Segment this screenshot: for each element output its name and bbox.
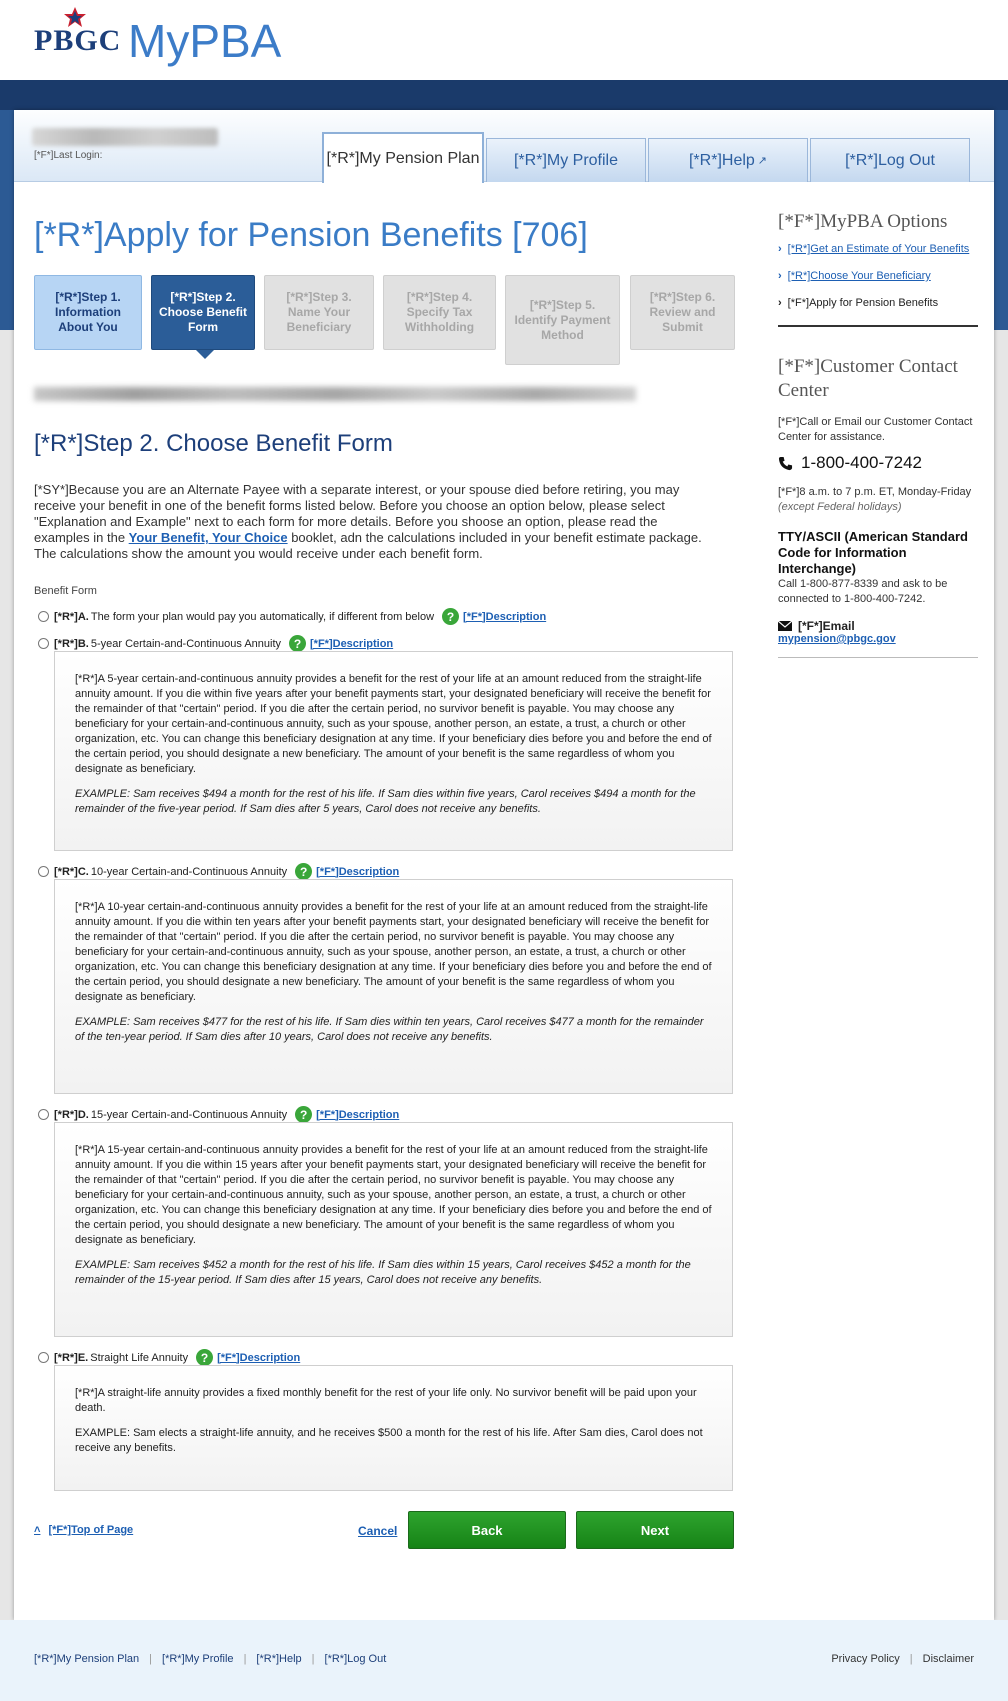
footer-link-my-pension-plan[interactable]: [*R*]My Pension Plan [34, 1653, 140, 1665]
option-b-label: 5-year Certain-and-Continuous Annuity [90, 637, 282, 650]
redacted-user-name [32, 128, 218, 146]
option-d-row: [*R*]D. 15-year Certain-and-Continuous Annuity ? [*F*]Description [38, 1106, 399, 1123]
disclaimer-link[interactable]: Disclaimer [922, 1653, 974, 1665]
chevron-right-icon: › [778, 243, 782, 255]
tab-my-profile[interactable]: [*R*]My Profile [486, 138, 646, 182]
footer-links [34, 1653, 386, 1665]
option-e-label: Straight Life Annuity [90, 1351, 189, 1364]
sidebar-divider [778, 325, 978, 327]
sidebar-item-estimate[interactable]: › [*R*]Get an Estimate of Your Benefits [778, 243, 970, 255]
phone-number: 1-800-400-7242 [778, 453, 978, 473]
step-3: [*R*]Step 3. Name Your Beneficiary [264, 275, 374, 350]
contact-center-heading: [*F*]Customer Contact Center [778, 356, 958, 401]
envelope-icon [778, 621, 792, 631]
contact-text: [*F*]Call or Email our Customer Contact Center for assistance. [778, 416, 973, 443]
mypba-logo[interactable]: MyPBA [128, 15, 282, 67]
current-step-pointer [196, 350, 214, 359]
option-a-label: The form your plan would pay you automatically, if different from below [90, 610, 435, 623]
mypba-options-heading: [*F*]MyPBA Options [778, 211, 948, 232]
chevron-up-icon: ˄ [34, 1524, 41, 1536]
intro-text: [*SY*]Because you are an Alternate Payee with a separate interest, or your spouse died before retiring, you may receive your benefit in one of the benefit forms listed below. Before you choose an option below, please select "Explanation and Example" next to each form for more details. Before you shoose an option, please read the examples in the Your Benefit, Your Choice booklet, adn the calculations included in your benefit estimate package. The calculations show the amount you would receive under each benefit form. [34, 482, 702, 561]
option-c-description: [*R*]A 10-year certain-and-continuous annuity provides a benefit for the rest of your life at an amount reduced from the straight-life annuity amount. If you die within ten years after your benefit payments start, your designated beneficiary will receive the benefit for the remainder of that "certain" period. If you die after the certain period, no survivor benefit is payable. You may choose any beneficiary for your certain-and-continuous annuity, such as your spouse, another person, an estate, a trust, a church or other organization, etc. You can change this beneficiary designation at any time. If your beneficiary dies before you and before the end of the certain period, you should designate a new beneficiary. The amount of your benefit is the same regardless of whom you designate as beneficiary. [75, 901, 712, 1003]
help-icon[interactable]: ? [196, 1349, 213, 1366]
cancel-link[interactable]: Cancel [358, 1524, 398, 1538]
external-link-icon: ↗ [757, 155, 768, 167]
option-c-description-link[interactable]: [*F*]Description [316, 865, 400, 878]
booklet-link[interactable]: Your Benefit, Your Choice [128, 530, 288, 545]
footer-separator: | [311, 1653, 315, 1665]
option-b-description-link[interactable]: [*F*]Description [310, 637, 394, 650]
sidebar-item-apply: › [*F*]Apply for Pension Benefits [778, 297, 939, 309]
option-c-radio[interactable] [38, 866, 49, 877]
option-e-description: [*R*]A straight-life annuity provides a fixed monthly benefit for the rest of your life only. No survivor benefit will be paid upon your death. [75, 1387, 697, 1414]
footer-separator: | [909, 1653, 913, 1665]
option-d-description-link[interactable]: [*F*]Description [316, 1108, 400, 1121]
phone-icon [778, 456, 793, 471]
chevron-right-icon: › [778, 270, 782, 282]
pbgc-logo[interactable]: PBGC [34, 24, 122, 57]
redacted-text-line [34, 387, 636, 401]
option-b-description-box [54, 651, 733, 851]
footer [0, 1620, 1008, 1701]
option-b-row: [*R*]B. 5-year Certain-and-Continuous Annuity ? [*F*]Description [38, 635, 393, 652]
option-c-row: [*R*]C. 10-year Certain-and-Continuous Annuity ? [*F*]Description [38, 863, 399, 880]
option-b-radio[interactable] [38, 638, 49, 649]
option-a-row: [*R*]A. The form your plan would pay you automatically, if different from below ? [*F*]Description [38, 608, 546, 625]
site-header [0, 0, 1008, 80]
contact-hours-note: (except Federal holidays) [778, 501, 902, 513]
option-c-example: EXAMPLE: Sam receives $477 for the rest of his life. If Sam dies within ten years, Carol receives $477 a month for the remainder of the ten-year period. If Sam dies after 10 years, Carol does not receive any benefits. [75, 1016, 704, 1043]
footer-link-my-profile[interactable]: [*R*]My Profile [162, 1653, 234, 1665]
footer-legal-links [831, 1653, 974, 1665]
step-2[interactable]: [*R*]Step 2. Choose Benefit Form [151, 275, 255, 350]
help-icon[interactable]: ? [295, 1106, 312, 1123]
step-4: [*R*]Step 4. Specify Tax Withholding [383, 275, 496, 350]
footer-separator: | [149, 1653, 153, 1665]
option-c-label: 10-year Certain-and-Continuous Annuity [90, 865, 288, 878]
chevron-right-icon: › [778, 297, 782, 309]
footer-link-help[interactable]: [*R*]Help [256, 1653, 302, 1665]
option-a-description-link[interactable]: [*F*]Description [463, 610, 547, 623]
tab-my-pension-plan[interactable]: [*R*]My Pension Plan [322, 132, 484, 183]
sidebar [778, 210, 978, 686]
next-button[interactable]: Next [576, 1511, 734, 1549]
option-e-example: EXAMPLE: Sam elects a straight-life annuity, and he receives $500 a month for the rest of his life. After Sam dies, Carol does not receive any benefits. [75, 1427, 703, 1454]
sidebar-item-beneficiary[interactable]: › [*R*]Choose Your Beneficiary [778, 270, 931, 282]
contact-hours: [*F*]8 a.m. to 7 p.m. ET, Monday-Friday [778, 486, 972, 498]
step-heading: [*R*]Step 2. Choose Benefit Form [34, 430, 393, 457]
back-button[interactable]: Back [408, 1511, 566, 1549]
footer-link-log-out[interactable]: [*R*]Log Out [324, 1653, 387, 1665]
option-d-example: EXAMPLE: Sam receives $452 a month for the rest of his life. If Sam dies within 15 years, Carol receives $452 a month for the remainder of the 15-year period. If Sam dies after 15 years, Carol does not receive any benefits. [75, 1259, 691, 1286]
user-bar [14, 110, 994, 182]
tab-log-out[interactable]: [*R*]Log Out [810, 138, 970, 182]
benefit-form-label: Benefit Form [34, 585, 97, 597]
privacy-policy-link[interactable]: Privacy Policy [831, 1653, 900, 1665]
option-e-radio[interactable] [38, 1352, 49, 1363]
top-of-page-link[interactable]: ˄ [*F*]Top of Page [34, 1524, 134, 1536]
email-heading: [*F*]Email [778, 619, 978, 633]
tty-heading: TTY/ASCII (American Standard Code for Information Interchange) [778, 529, 968, 576]
tty-text: Call 1-800-877-8339 and ask to be connected to 1-800-400-7242. [778, 578, 948, 605]
option-e-row: [*R*]E. Straight Life Annuity ? [*F*]Description [38, 1349, 300, 1366]
option-d-description-box [54, 1122, 733, 1337]
help-icon[interactable]: ? [289, 635, 306, 652]
option-c-description-box [54, 879, 733, 1094]
option-e-description-box [54, 1365, 733, 1491]
help-icon[interactable]: ? [295, 863, 312, 880]
help-icon[interactable]: ? [442, 608, 459, 625]
last-login-label: [*F*]Last Login: [34, 150, 103, 161]
main-panel [14, 110, 994, 1620]
option-d-radio[interactable] [38, 1109, 49, 1120]
option-d-description: [*R*]A 15-year certain-and-continuous annuity provides a benefit for the rest of your life at an amount reduced from the straight-life annuity amount. If you die within 15 years after your benefit payments start, your designated beneficiary will receive the benefit for the remainder of that "certain" period. If you die after the certain period, no survivor benefit is payable. You may choose any beneficiary for your certain-and-continuous annuity, such as your spouse, another person, an estate, a trust, a church or other organization, etc. You can change this beneficiary designation at any time. If your beneficiary dies before you and before the end of the certain period, you should designate a new beneficiary. The amount of your benefit is the same regardless of whom you designate as beneficiary. [75, 1144, 712, 1246]
option-b-description: [*R*]A 5-year certain-and-continuous annuity provides a benefit for the rest of your life at an amount reduced from the straight-life annuity amount. If you die within five years after your benefit payments start, your designated beneficiary will receive the benefit for the remainder of that "certain" period. If you die after the certain period, no survivor benefit is payable. You may choose any beneficiary for your certain-and-continuous annuity, such as your spouse, another person, an estate, a trust, a church or other organization, etc. You can change this beneficiary designation at any time. If your beneficiary dies before you and before the end of the certain period, you should designate a new beneficiary. The amount of your benefit is the same regardless of whom you designate as beneficiary. [75, 673, 712, 775]
option-e-description-link[interactable]: [*F*]Description [217, 1351, 301, 1364]
step-6: [*R*]Step 6. Review and Submit [630, 275, 735, 350]
step-1[interactable]: [*R*]Step 1. Information About You [34, 275, 142, 350]
step-5: [*R*]Step 5. Identify Payment Method [505, 275, 620, 365]
mypba-options-list [778, 242, 978, 311]
page-title: [*R*]Apply for Pension Benefits [706] [34, 216, 588, 254]
option-b-example: EXAMPLE: Sam receives $494 a month for the rest of his life. If Sam dies within five years, Carol receives $494 a month for the remainder of the five-year period. If Sam dies after 5 years, Carol does not receive any benefits. [75, 788, 696, 815]
sidebar-divider-bottom [778, 657, 978, 658]
option-d-label: 15-year Certain-and-Continuous Annuity [90, 1108, 288, 1121]
option-a-radio[interactable] [38, 611, 49, 622]
email-link[interactable]: mypension@pbgc.gov [778, 633, 896, 645]
tab-help[interactable]: [*R*]Help ↗ [648, 138, 808, 182]
footer-separator: | [243, 1653, 247, 1665]
